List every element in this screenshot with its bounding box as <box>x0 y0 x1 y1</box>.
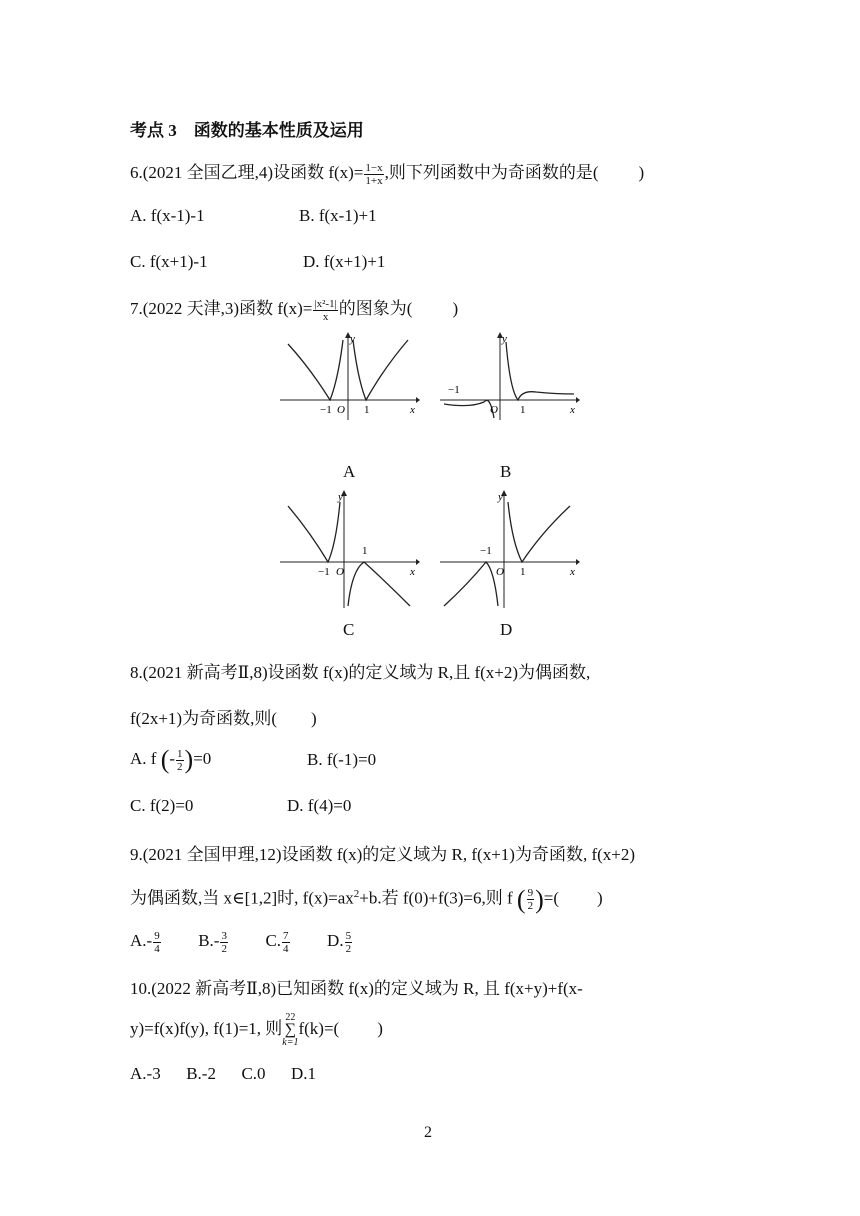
q6-frac-den: 1+x <box>365 174 383 187</box>
q9-opt-c-den: 4 <box>283 942 289 955</box>
q10-sum-bottom: k=1 <box>282 1037 299 1049</box>
q8-opt-a-pre: A. f <box>130 749 157 768</box>
q9-option-b <box>198 929 229 955</box>
q7-frac-den: x <box>322 310 329 323</box>
graph-b <box>440 330 580 420</box>
q9-opt-d-label: D. <box>327 931 344 950</box>
q10-sum-top: 22 <box>285 1012 296 1024</box>
q9-line2-post: =( <box>543 888 560 908</box>
graph-c-tick-neg: −1 <box>318 566 330 578</box>
q8-close: ) <box>310 709 317 728</box>
q6-option-d: D. f(x+1)+1 <box>303 252 386 271</box>
graph-d-origin: O <box>496 566 504 578</box>
q8-option-d: D. f(4)=0 <box>287 796 352 815</box>
q10-line2-post: f(k)=( <box>298 1019 340 1038</box>
graph-b-caption: B <box>500 462 512 481</box>
question-7-stem <box>130 294 458 323</box>
q6-frac-num: 1−x <box>365 161 383 174</box>
q9-opt-a-num: 9 <box>154 929 160 942</box>
graph-a-origin: O <box>337 404 345 416</box>
section-heading <box>130 116 364 141</box>
graph-b-y-label: y <box>502 333 507 345</box>
graph-b-tick-neg: −1 <box>448 384 460 396</box>
q6-stem-pre: 6.(2021 全国乙理,4)设函数 f(x)= <box>130 163 364 182</box>
graph-a-caption: A <box>343 462 356 481</box>
graph-b-tick-pos: 1 <box>520 404 526 416</box>
q9-line2: 为偶函数,当 x∈[1,2]时, $f(x)=ax^2+b$.若 f(0)+f(3)=6,则 f ( $\frac{9}{2}$ )=( ) <box>130 884 603 914</box>
graph-a-tick-neg: −1 <box>320 404 332 416</box>
graph-d-caption: D <box>500 620 513 639</box>
q9-frac-num: 9 <box>527 887 534 900</box>
q9-line2-pre: 为偶函数,当 x∈[1,2]时, f(x)=ax <box>130 888 354 908</box>
q6-fraction <box>364 162 383 187</box>
q9-opt-c-num: 7 <box>283 929 289 942</box>
q7-stem-post: 的图象为( <box>338 299 413 318</box>
graph-c-y-label: y <box>338 491 343 503</box>
q9-line2-sup: 2 <box>353 888 360 900</box>
q9-opt-a-label: A.- <box>130 931 153 950</box>
graph-c-origin: O <box>336 566 344 578</box>
q9-option-a <box>130 929 162 955</box>
q6-option-a: A. f(x-1)-1 <box>130 206 205 225</box>
q10-options: A.-3 B.-2 C.0 D.1 <box>130 1064 317 1083</box>
q8-line2 <box>130 704 317 729</box>
q6-option-b: B. f(x-1)+1 <box>299 206 377 225</box>
graph-d-tick-pos: 1 <box>520 566 526 578</box>
graph-c-x-label: x <box>410 566 415 578</box>
section-label: 考点 3 <box>130 121 177 140</box>
q8-line1: 8.(2021 新高考Ⅱ,8)设函数 f(x)的定义域为 R,且 f(x+2)为偶函数, <box>130 663 591 682</box>
q7-stem-pre: 7.(2022 天津,3)函数 f(x)= <box>130 299 313 318</box>
graph-d-y-label: y <box>498 491 503 503</box>
graph-c <box>280 488 420 608</box>
page-number: 2 <box>424 1124 432 1141</box>
graph-b-origin: O <box>490 404 498 416</box>
q9-close: ) <box>597 888 603 908</box>
q9-option-c <box>265 929 290 955</box>
graph-a-x-label: x <box>410 404 415 416</box>
q9-options <box>130 924 353 958</box>
q9-opt-b-den: 2 <box>221 942 227 955</box>
q10-line1: 10.(2022 新高考Ⅱ,8)已知函数 f(x)的定义域为 R, 且 f(x+y)+f(x- <box>130 979 583 998</box>
graph-a-y-label: y <box>350 333 355 345</box>
graph-d-x-label: x <box>570 566 575 578</box>
graph-a-tick-pos: 1 <box>364 404 370 416</box>
q9-opt-c-label: C. <box>265 931 282 950</box>
q9-frac <box>527 887 535 912</box>
graph-c-caption: C <box>343 620 355 639</box>
graph-c-tick-pos: 1 <box>362 545 368 557</box>
q9-opt-b-num: 3 <box>221 929 227 942</box>
q9-frac-den: 2 <box>527 900 534 913</box>
q6-option-c: C. f(x+1)-1 <box>130 252 208 271</box>
q8-opt-a-frac <box>176 748 184 773</box>
q8-opt-a-den: 2 <box>177 760 183 773</box>
q9-opt-d-den: 2 <box>345 942 352 955</box>
q8-option-a: A. f (- $\frac{1}{2}$ )=0 <box>130 745 212 775</box>
q8-line2-text: f(2x+1)为奇函数,则( <box>130 709 277 728</box>
q9-line1: 9.(2021 全国甲理,12)设函数 f(x)的定义域为 R, f(x+1)为奇函数, f(x+2) <box>130 845 636 864</box>
q10-sum-sigma: ∑ <box>284 1021 297 1039</box>
section-title: 函数的基本性质及运用 <box>193 121 364 140</box>
q8-opt-a-post: =0 <box>193 749 212 768</box>
q10-close: ) <box>377 1019 383 1038</box>
q7-frac-num: |x²-1| <box>314 297 337 310</box>
q10-line2-pre: y)=f(x)f(y), f(1)=1, 则 <box>130 1019 283 1038</box>
q7-close: ) <box>452 299 459 318</box>
graph-d <box>440 488 580 608</box>
q9-option-d <box>327 929 353 955</box>
q9-opt-d-num: 5 <box>345 929 352 942</box>
q8-opt-a-num: 1 <box>177 747 183 760</box>
q8-option-c: C. f(2)=0 <box>130 796 194 815</box>
q9-opt-b-label: B.- <box>198 931 220 950</box>
graph-d-tick-neg: −1 <box>480 545 492 557</box>
q8-option-b: B. f(-1)=0 <box>307 750 377 769</box>
graph-b-x-label: x <box>570 404 575 416</box>
q9-opt-a-den: 4 <box>154 942 160 955</box>
q10-sum <box>282 1012 298 1048</box>
q10-line2 <box>130 1006 383 1052</box>
q6-stem-post: ,则下列函数中为奇函数的是( <box>384 163 599 182</box>
graph-a <box>280 330 420 420</box>
q9-line2-mid: +b.若 f(0)+f(3)=6,则 f <box>359 888 513 908</box>
q7-fraction <box>313 298 337 323</box>
question-6-stem <box>130 158 644 187</box>
q6-close: ) <box>638 163 645 182</box>
